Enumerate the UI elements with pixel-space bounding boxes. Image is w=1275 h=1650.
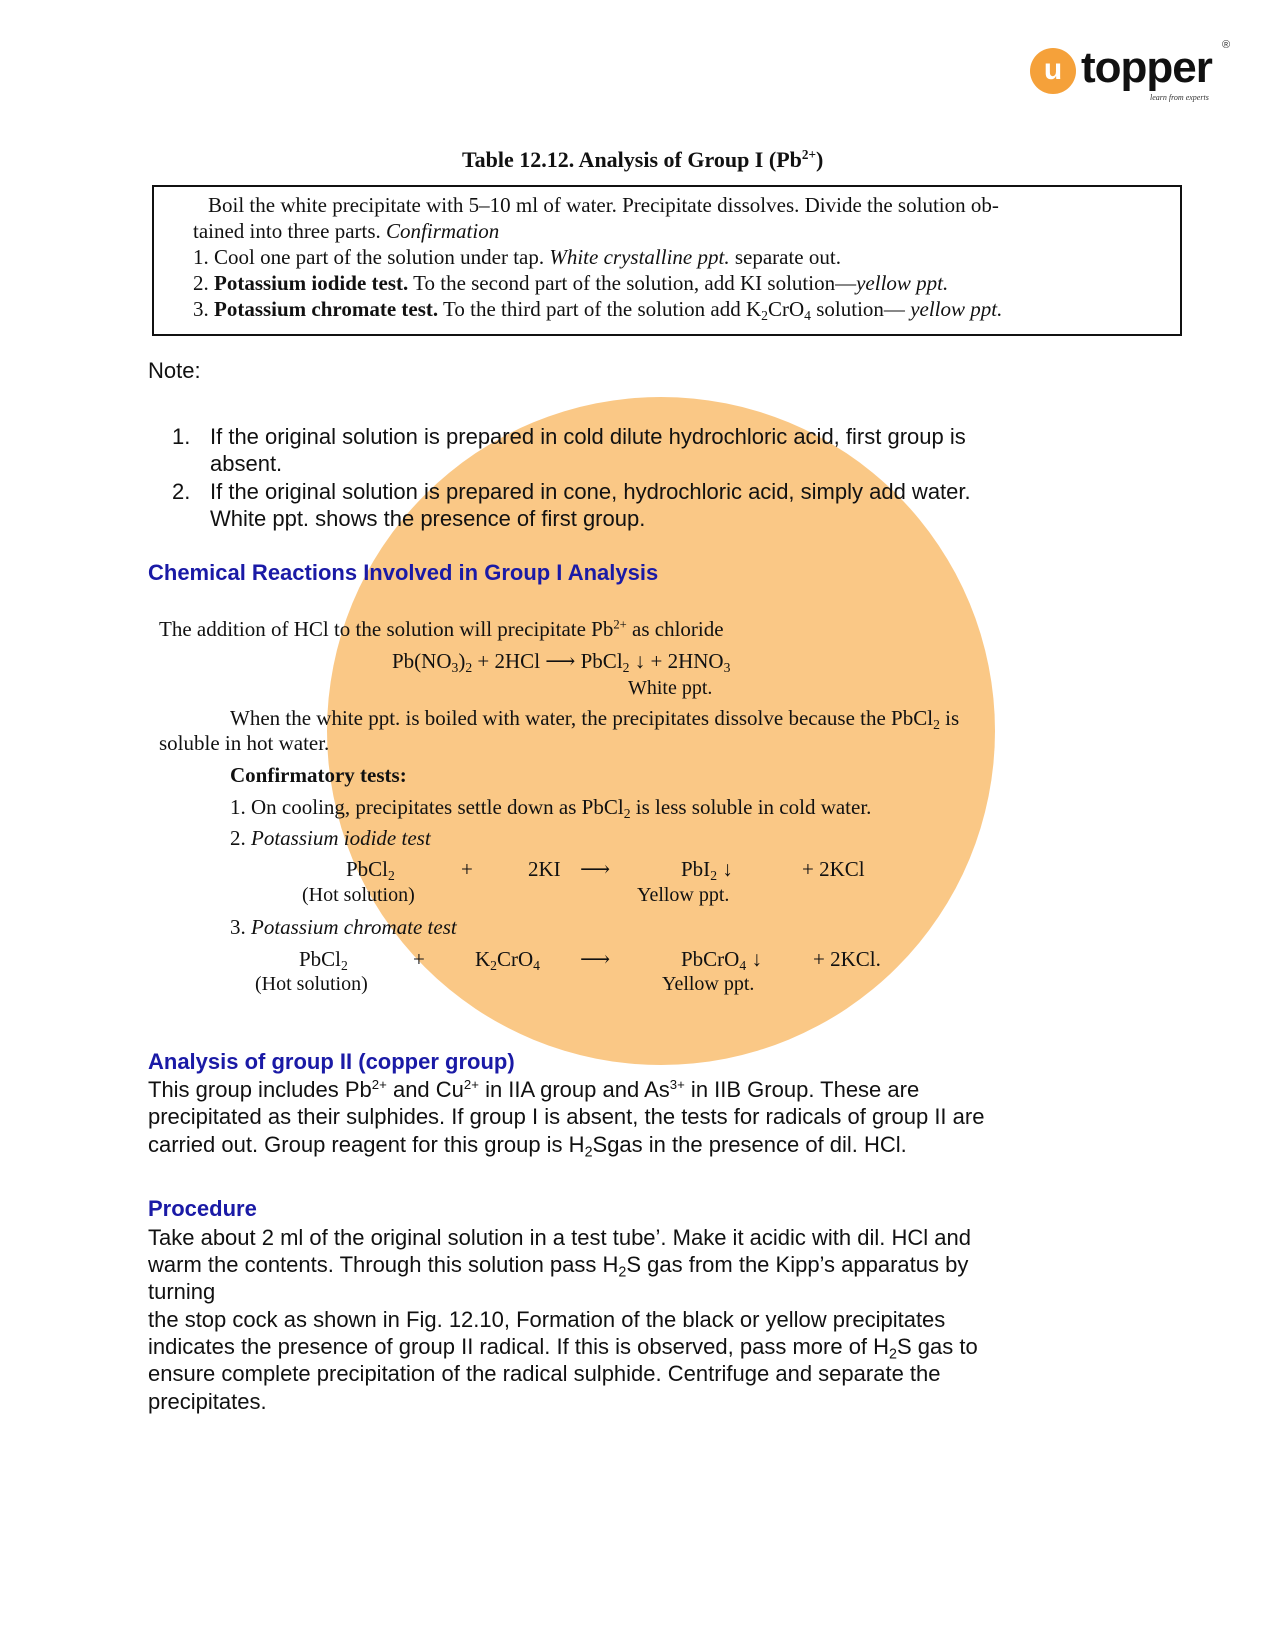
t: + 2HCl ⟶ PbCl bbox=[472, 649, 623, 673]
t: ↓ bbox=[746, 947, 762, 971]
t: S gas to bbox=[897, 1334, 978, 1359]
t: 2. bbox=[193, 271, 214, 295]
t: yellow ppt. bbox=[856, 271, 949, 295]
t: ↓ + 2HNO bbox=[629, 649, 724, 673]
confirm-test-1 bbox=[230, 795, 872, 822]
t: K bbox=[475, 947, 491, 971]
t: 3+ bbox=[669, 1077, 685, 1093]
eq2-reactant-2: 2KI bbox=[528, 857, 561, 881]
boil-line-2: soluble in hot water. bbox=[159, 731, 330, 755]
eq3-arrow: ⟶ bbox=[580, 947, 611, 971]
t: Confirmation bbox=[386, 219, 500, 243]
note-num-1: 1. bbox=[172, 424, 191, 449]
t: PbCl bbox=[346, 857, 389, 881]
reaction-intro bbox=[159, 617, 724, 641]
procedure-line-7: precipitates. bbox=[148, 1389, 267, 1414]
t: When the white ppt. is boiled with water, the precipitates dissolve because the PbCl bbox=[230, 706, 934, 730]
note-1-line-1: If the original solution is prepared in cold dilute hydrochloric acid, first group is bbox=[210, 424, 966, 449]
t: Pb(NO bbox=[392, 649, 452, 673]
t: PbCrO bbox=[681, 947, 740, 971]
table-line-5 bbox=[193, 297, 1003, 324]
note-heading: Note: bbox=[148, 358, 201, 383]
t: 3 bbox=[451, 660, 459, 676]
t: 2 bbox=[889, 1346, 897, 1363]
eq2-reactant-label: (Hot solution) bbox=[302, 884, 415, 906]
eq2-product-2: + 2KCl bbox=[802, 857, 865, 881]
t: CrO bbox=[768, 297, 805, 321]
t: 4 bbox=[533, 958, 540, 974]
t: carried out. Group reagent for this group is H bbox=[148, 1132, 585, 1157]
logo-name: topper bbox=[1081, 43, 1212, 92]
group2-line-3 bbox=[148, 1132, 907, 1161]
t: 3. bbox=[230, 915, 251, 939]
procedure-line-3: turning bbox=[148, 1279, 216, 1304]
t: yellow ppt. bbox=[910, 297, 1003, 321]
table-title bbox=[462, 147, 823, 172]
eq3-reactant-1 bbox=[299, 947, 348, 974]
logo-tagline: learn from experts bbox=[1150, 93, 1209, 102]
t: 2 bbox=[622, 660, 630, 676]
procedure-heading: Procedure bbox=[148, 1196, 257, 1221]
logo-icon: u bbox=[1030, 48, 1076, 94]
t: separate out. bbox=[729, 245, 841, 269]
eq2-product-1 bbox=[681, 857, 733, 884]
t: is less soluble in cold water. bbox=[630, 795, 872, 819]
t: Potassium chromate test bbox=[251, 915, 457, 939]
t: in IIA group and As bbox=[478, 1077, 670, 1102]
t: 2 bbox=[388, 868, 395, 884]
t: 2 bbox=[933, 717, 940, 733]
t: Sgas in the presence of dil. HCl. bbox=[592, 1132, 907, 1157]
eq2-arrow: ⟶ bbox=[580, 857, 611, 881]
t: indicates the presence of group II radical. If this is observed, pass more of H bbox=[148, 1334, 890, 1359]
table-line-2 bbox=[193, 219, 499, 243]
reactions-heading: Chemical Reactions Involved in Group I Analysis bbox=[148, 560, 659, 585]
eq3-reactant-label: (Hot solution) bbox=[255, 973, 368, 995]
t: 2+ bbox=[371, 1077, 387, 1093]
confirm-test-3 bbox=[230, 915, 457, 939]
t: 2 bbox=[761, 308, 768, 324]
procedure-line-4: the stop cock as shown in Fig. 12.10, Formation of the black or yellow precipitates bbox=[148, 1307, 946, 1332]
equation-1-label: White ppt. bbox=[628, 677, 713, 699]
t: ) bbox=[458, 649, 466, 673]
registered-mark: ® bbox=[1222, 39, 1231, 51]
t: Potassium chromate test. bbox=[214, 297, 439, 321]
eq3-product-label: Yellow ppt. bbox=[662, 973, 755, 995]
t: 2 bbox=[584, 1144, 593, 1161]
eq3-product-1 bbox=[681, 947, 762, 974]
note-1-line-2: absent. bbox=[210, 451, 283, 476]
eq2-plus: + bbox=[461, 857, 473, 881]
t: PbCl bbox=[299, 947, 342, 971]
table-line-4 bbox=[193, 271, 948, 295]
t: is bbox=[939, 706, 960, 730]
t: in IIB Group. These are bbox=[684, 1077, 920, 1102]
procedure-line-6: ensure complete precipitation of the radical sulphide. Centrifuge and separate the bbox=[148, 1361, 941, 1386]
t: To the second part of the solution, add KI solution— bbox=[408, 271, 857, 295]
t: 2 bbox=[710, 868, 718, 884]
t: 4 bbox=[804, 308, 811, 324]
t: 3. bbox=[193, 297, 214, 321]
procedure-line-5 bbox=[148, 1334, 978, 1363]
equation-1 bbox=[392, 649, 731, 676]
t: CrO bbox=[497, 947, 534, 971]
t: solution— bbox=[811, 297, 911, 321]
t: 2. bbox=[230, 826, 251, 850]
t: tained into three parts. bbox=[193, 219, 387, 243]
t: as chloride bbox=[626, 617, 724, 641]
procedure-line-1: Take about 2 ml of the original solution in a test tube’. Make it acidic with dil. HCl and bbox=[148, 1225, 971, 1250]
eq3-reactant-2 bbox=[475, 947, 540, 974]
eq3-product-2: + 2KCl. bbox=[813, 947, 881, 971]
t: Potassium iodide test bbox=[251, 826, 431, 850]
t: The addition of HCl to the solution will precipitate Pb bbox=[159, 617, 614, 641]
eq2-product-label: Yellow ppt. bbox=[637, 884, 730, 906]
boil-line-1 bbox=[230, 706, 960, 733]
note-2-line-1: If the original solution is prepared in cone, hydrochloric acid, simply add water. bbox=[210, 479, 971, 504]
t: ↓ bbox=[717, 857, 733, 881]
t: White crystalline ppt. bbox=[549, 245, 730, 269]
procedure-line-2 bbox=[148, 1252, 969, 1281]
t: 2 bbox=[465, 660, 473, 676]
title-end: ) bbox=[815, 147, 824, 172]
group2-line-2: precipitated as their sulphides. If group I is absent, the tests for radicals of group II are bbox=[148, 1104, 985, 1129]
t: To the third part of the solution add K bbox=[438, 297, 762, 321]
t: 2 bbox=[490, 958, 497, 974]
t: 2+ bbox=[463, 1077, 479, 1093]
t: 1. Cool one part of the solution under tap. bbox=[193, 245, 550, 269]
group2-heading: Analysis of group II (copper group) bbox=[148, 1049, 515, 1074]
confirmatory-heading: Confirmatory tests: bbox=[230, 763, 407, 787]
table-line-3 bbox=[193, 245, 841, 269]
t: warm the contents. Through this solution pass H bbox=[148, 1252, 619, 1277]
t: 1. On cooling, precipitates settle down as PbCl bbox=[230, 795, 624, 819]
t: Potassium iodide test. bbox=[214, 271, 409, 295]
eq3-plus: + bbox=[413, 947, 425, 971]
group2-line-1 bbox=[148, 1077, 919, 1102]
t: PbI bbox=[681, 857, 711, 881]
note-num-2: 2. bbox=[172, 479, 191, 504]
eq2-reactant-1 bbox=[346, 857, 395, 884]
table-line-1: Boil the white precipitate with 5–10 ml of water. Precipitate dissolves. Divide the solution ob- bbox=[208, 193, 999, 217]
t: S gas from the Kipp’s apparatus by bbox=[626, 1252, 969, 1277]
title-text: Table 12.12. Analysis of Group I (Pb bbox=[462, 147, 802, 172]
t: This group includes Pb bbox=[148, 1077, 372, 1102]
t: 2 bbox=[618, 1264, 627, 1281]
t: 2+ bbox=[613, 617, 627, 632]
t: 2 bbox=[623, 806, 631, 822]
t: and Cu bbox=[386, 1077, 464, 1102]
t: 2 bbox=[341, 958, 348, 974]
title-sup: 2+ bbox=[801, 147, 816, 163]
confirm-test-2 bbox=[230, 826, 431, 850]
t: 3 bbox=[723, 660, 731, 676]
t: 4 bbox=[739, 958, 747, 974]
note-2-line-2: White ppt. shows the presence of first group. bbox=[210, 506, 646, 531]
